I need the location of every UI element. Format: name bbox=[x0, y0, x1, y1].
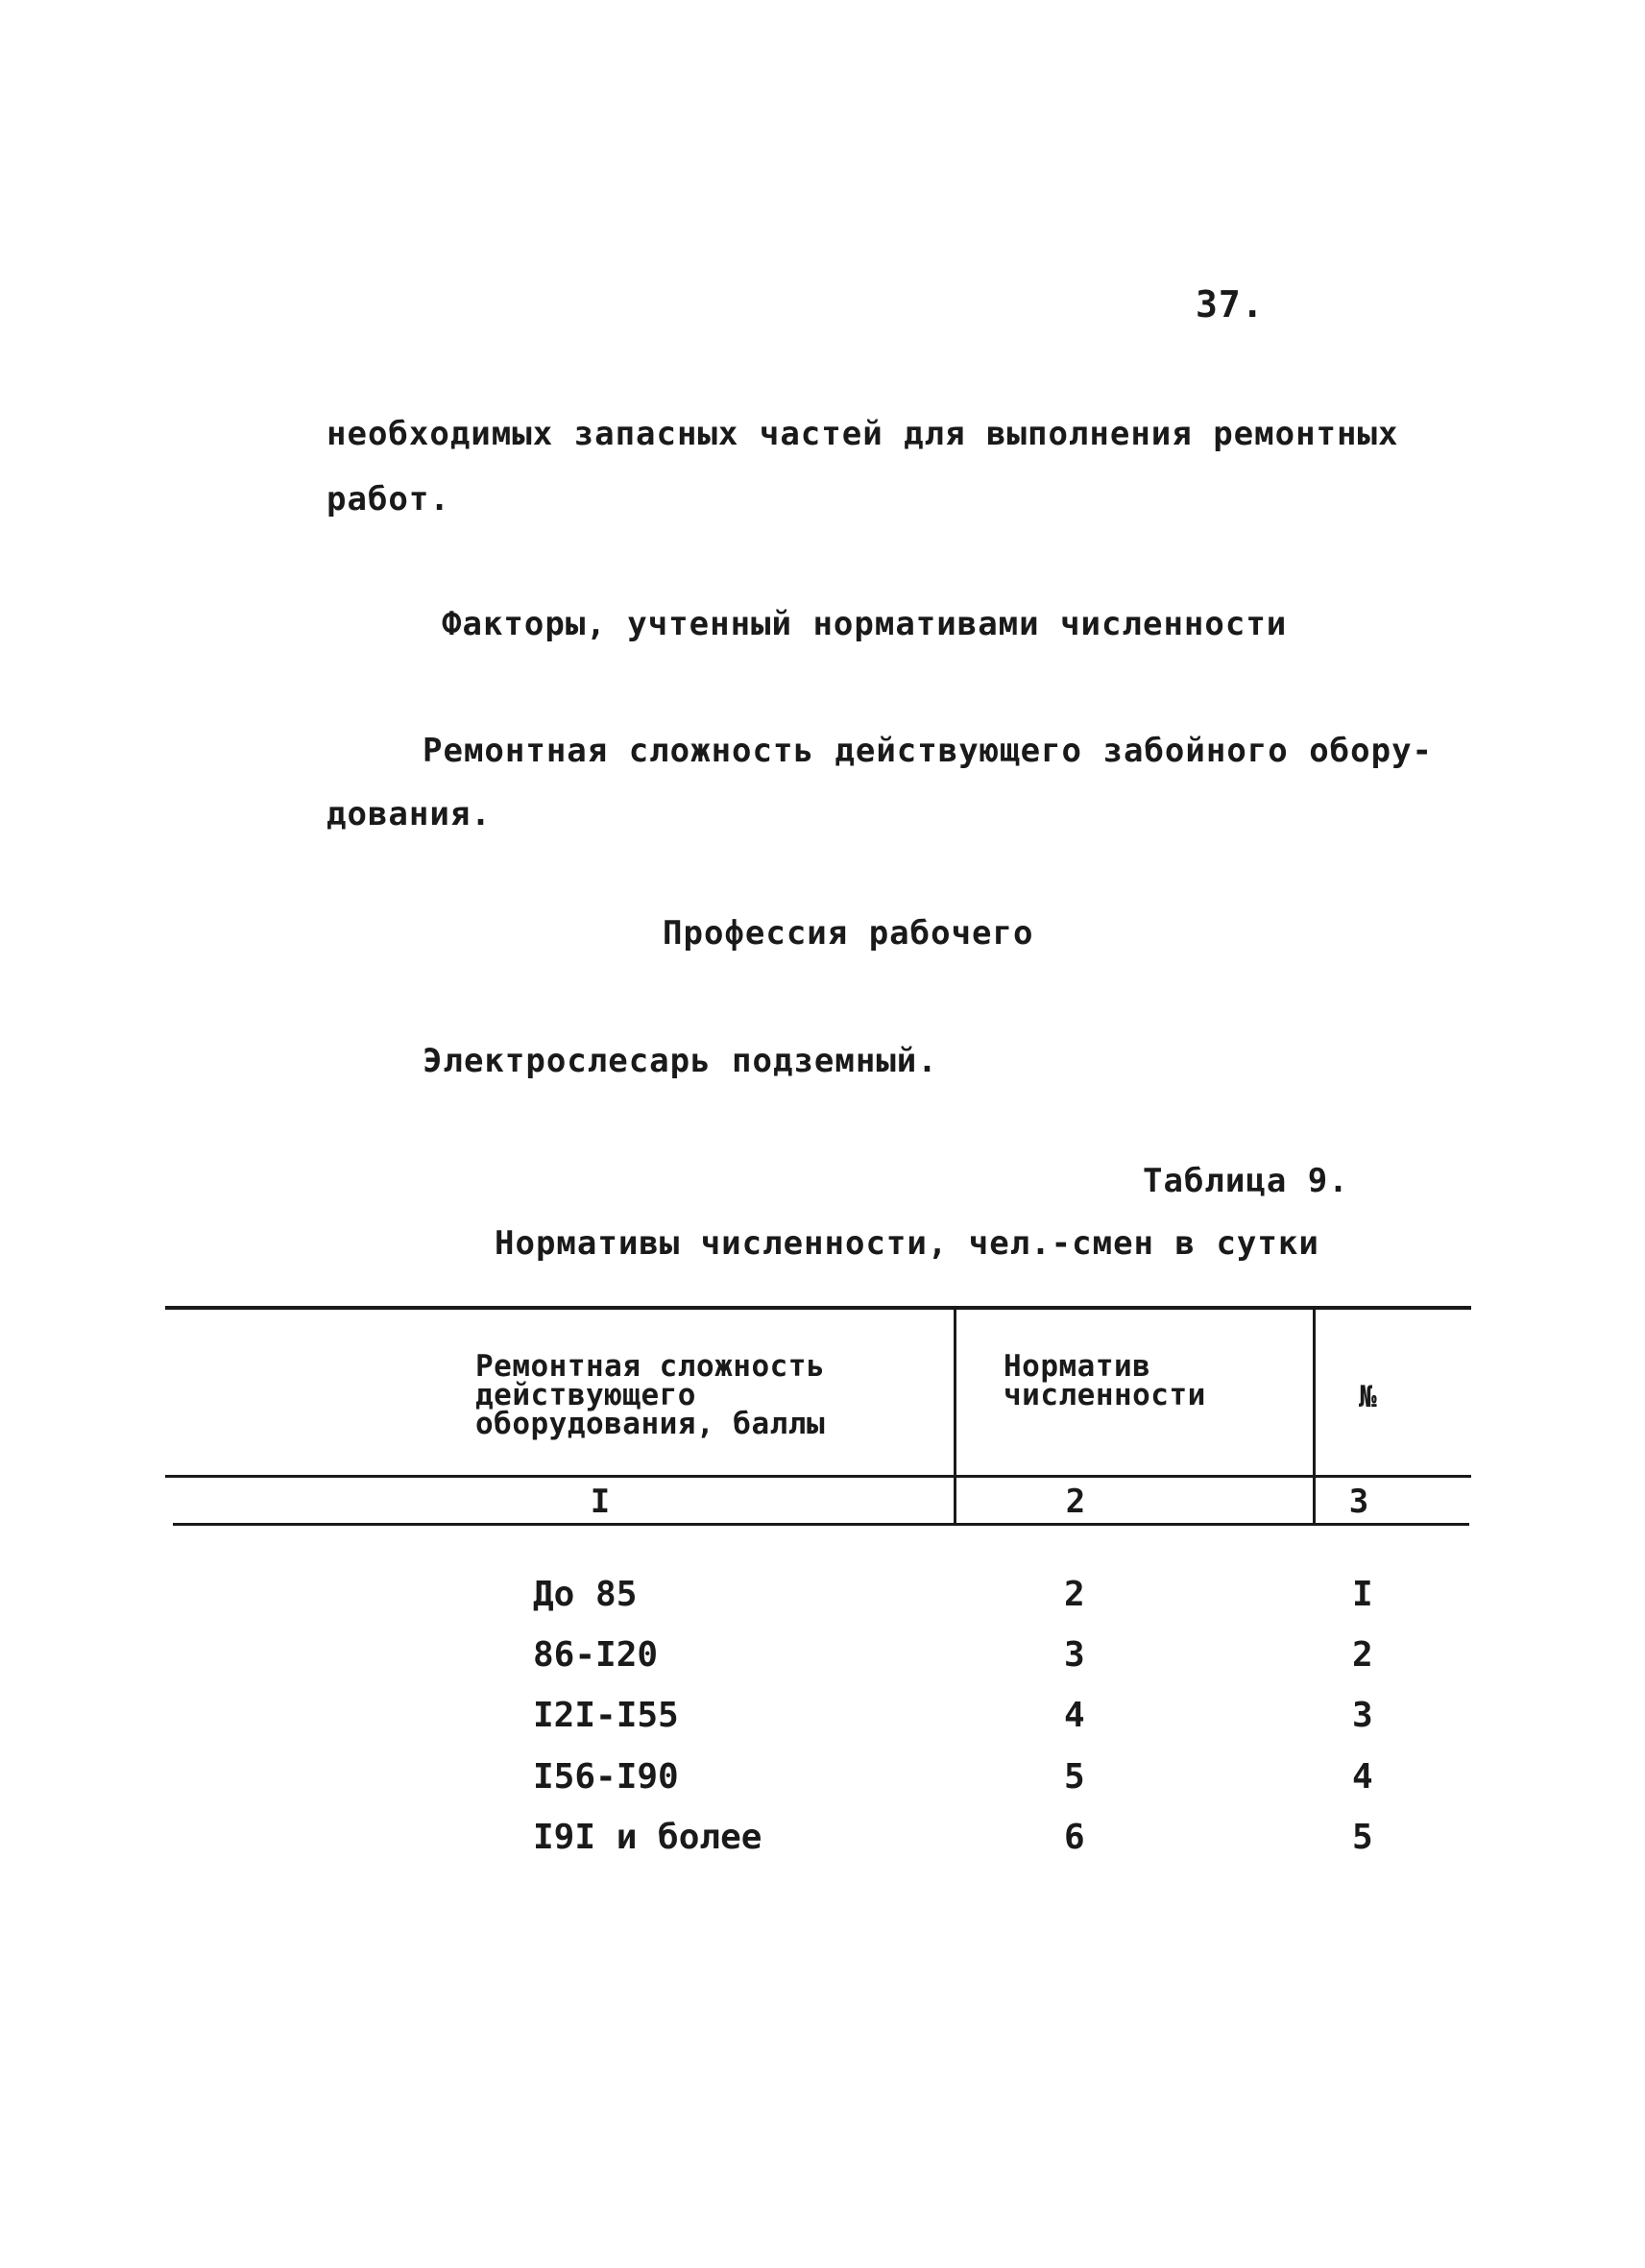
row-4-complexity: I56-I90 bbox=[533, 1757, 679, 1797]
table-vline-2 bbox=[1313, 1308, 1316, 1525]
page-number: 37. bbox=[1196, 283, 1265, 326]
colnum-1: I bbox=[590, 1483, 611, 1521]
table-label: Таблица 9. bbox=[1143, 1162, 1349, 1200]
row-5-no: 5 bbox=[1352, 1818, 1373, 1857]
colnum-2: 2 bbox=[1065, 1483, 1086, 1521]
row-1-complexity: До 85 bbox=[533, 1575, 638, 1614]
table-title: Нормативы численности, чел.-смен в сутки bbox=[495, 1224, 1319, 1263]
table-vline-1 bbox=[954, 1308, 956, 1525]
table-top-rule bbox=[165, 1306, 1471, 1310]
row-1-norm: 2 bbox=[1064, 1575, 1085, 1614]
complexity-line-2: дования. bbox=[327, 795, 492, 833]
complexity-line-1: Ремонтная сложность действующего забойного обору- bbox=[423, 732, 1434, 770]
paragraph-line-1: необходимых запасных частей для выполнения ремонтных bbox=[327, 415, 1399, 453]
row-2-complexity: 86-I20 bbox=[533, 1635, 659, 1675]
row-4-norm: 5 bbox=[1064, 1757, 1085, 1797]
profession-text: Электрослесарь подземный. bbox=[423, 1042, 938, 1080]
colnum-3: 3 bbox=[1348, 1483, 1369, 1521]
factors-heading: Факторы, учтенный нормативами численности bbox=[442, 605, 1288, 643]
row-2-no: 2 bbox=[1352, 1635, 1373, 1675]
row-1-no: I bbox=[1352, 1575, 1373, 1614]
table-colnum-rule bbox=[173, 1523, 1469, 1526]
row-3-no: 3 bbox=[1352, 1696, 1373, 1735]
header-norm: Норматив численности bbox=[1004, 1349, 1206, 1412]
header-complexity: Ремонтная сложность действующего оборудования, баллы bbox=[475, 1349, 826, 1441]
header-number: № bbox=[1359, 1380, 1378, 1414]
row-5-norm: 6 bbox=[1064, 1818, 1085, 1857]
paragraph-line-2: работ. bbox=[327, 480, 450, 519]
row-4-no: 4 bbox=[1352, 1757, 1373, 1797]
profession-heading: Профессия рабочего bbox=[663, 914, 1034, 953]
row-3-complexity: I2I-I55 bbox=[533, 1696, 679, 1735]
table-header-rule bbox=[165, 1475, 1471, 1478]
row-5-complexity: I9I и более bbox=[533, 1818, 762, 1857]
row-3-norm: 4 bbox=[1064, 1696, 1085, 1735]
row-2-norm: 3 bbox=[1064, 1635, 1085, 1675]
